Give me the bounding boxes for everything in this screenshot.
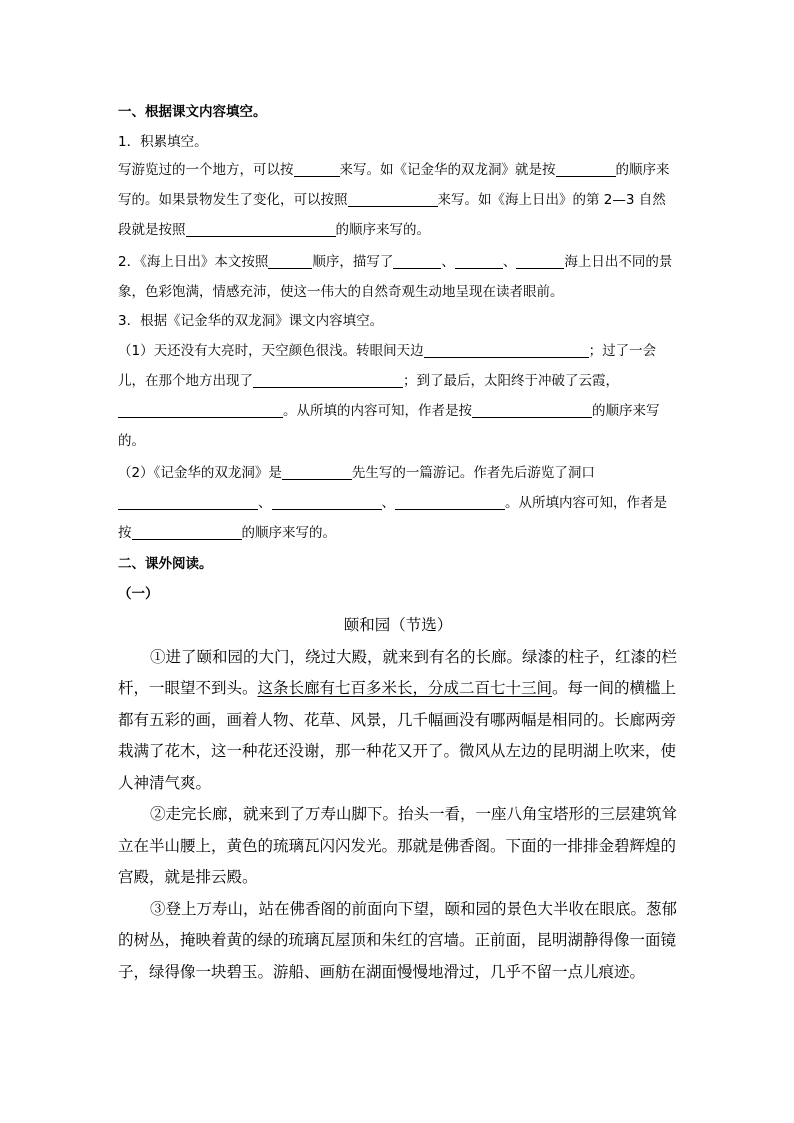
q3-2-blank-3[interactable] — [272, 494, 382, 510]
q3-1-blank-3[interactable] — [118, 402, 283, 418]
part-label: （一） — [118, 586, 159, 602]
q2-text — [118, 247, 678, 307]
q1-text-3: 的顺序来写的。如果景物发生了变化，可以按照 — [118, 162, 670, 208]
q3-label: 3．根据《记金华的双龙洞》课文内容填空。 — [118, 313, 384, 329]
q3-2-blank-4[interactable] — [395, 494, 505, 510]
q3-1-text-1: （1）天还没有大亮时，天空颜色很浅。转眼间天边 — [118, 343, 424, 359]
para1-underlined-sentence: 这条长廊有七百多米长，分成二百七十三间 — [257, 679, 553, 697]
q1-label: 1．积累填空。 — [118, 134, 208, 150]
q1-blank-3[interactable] — [348, 191, 438, 207]
q3-1-text-4: 。从所填的内容可知，作者是按 — [283, 403, 472, 419]
article-para-2: ②走完长廊，就来到了万寿山脚下。抬头一看，一座八角宝塔形的三层建筑耸立在半山腰上，黄色的琉璃瓦闪闪发光。那就是佛香阁。下面的一排排金碧辉煌的宫殿，就是排云殿。 — [118, 805, 678, 886]
q3-1-blank-1[interactable] — [424, 342, 589, 358]
q1-blank-4[interactable] — [186, 221, 336, 237]
q1-blank-1[interactable] — [294, 161, 340, 177]
q3-2-sep-1: 、 — [258, 495, 272, 511]
q3-1-text-3: ；到了最后，太阳终于冲破了云霞， — [403, 373, 619, 389]
q2-sep-1: 、 — [441, 254, 455, 270]
q3-part2 — [118, 458, 678, 548]
q3-1-blank-2[interactable] — [253, 372, 403, 388]
q3-2-text-2: 先生写的一篇游记。作者先后游览了洞口 — [351, 465, 595, 481]
q1-blank-2[interactable] — [556, 161, 616, 177]
q3-1-blank-4[interactable] — [472, 402, 592, 418]
q2-text-2: 顺序，描写了 — [312, 254, 394, 270]
q2-blank-4[interactable] — [516, 253, 564, 269]
q1-text-1: 写游览过的一个地方，可以按 — [118, 162, 294, 178]
section2-title: 二、课外阅读。 — [118, 556, 213, 572]
q3-2-text-3: 。从所填内容可知，作者是按 — [118, 495, 667, 541]
article-para-1 — [118, 642, 678, 800]
q3-part1 — [118, 336, 678, 456]
q3-1-text-2: ；过了一会儿，在那个地方出现了 — [118, 343, 657, 389]
q3-2-blank-1[interactable] — [282, 464, 352, 480]
q2-blank-1[interactable] — [268, 253, 312, 269]
q2-text-1: 2．《海上日出》本文按照 — [118, 254, 269, 270]
q2-blank-2[interactable] — [393, 253, 441, 269]
para1-text-b: 。每一间的横槛上都有五彩的画，画着人物、花草、风景，几千幅画没有哪两幅是相同的。长廊两旁栽满了花木，这一种花还没谢，那一种花又开了。微风从左边的昆明湖上吹来，使人神清气爽。 — [118, 679, 677, 792]
para1-text-a: ①进了颐和园的大门，绕过大殿，就来到有名的长廊。绿漆的柱子，红漆的栏杆，一眼望不到头。 — [118, 647, 678, 697]
q3-2-blank-2[interactable] — [118, 494, 258, 510]
q3-1-text-5: 的顺序来写的。 — [118, 403, 660, 449]
q1-text-2: 来写。如《记金华的双龙洞》就是按 — [339, 162, 556, 178]
worksheet-page — [118, 96, 678, 988]
q2-blank-3[interactable] — [455, 253, 503, 269]
q2-text-3: 海上日出不同的景象，色彩饱满，情感充沛，使这一伟大的自然奇观生动地呈现在读者眼前。 — [118, 254, 673, 300]
q3-2-text-4: 的顺序来写的。 — [241, 525, 336, 541]
article-para-3: ③登上万寿山，站在佛香阁的前面向下望，颐和园的景色大半收在眼底。葱郁的树丛，掩映着黄的绿的琉璃瓦屋顶和朱红的宫墙。正前面，昆明湖静得像一面镜子，绿得像一块碧玉。游船、画舫在湖面慢慢地滑过，几乎不留一点儿痕迹。 — [118, 899, 678, 981]
q3-2-sep-2: 、 — [381, 495, 395, 511]
q2-sep-2: 、 — [502, 254, 517, 270]
q3-2-blank-5[interactable] — [132, 524, 242, 540]
q1-text — [118, 155, 678, 245]
q3-2-text-1: （2）《记金华的双龙洞》是 — [118, 465, 282, 481]
article-title: 颐和园（节选） — [343, 616, 453, 634]
section1-title: 一、根据课文内容填空。 — [118, 104, 267, 120]
q1-text-5: 的顺序来写的。 — [335, 222, 430, 238]
q1-text-4: 来写。如《海上日出》的第 2—3 自然段就是按照 — [118, 192, 666, 238]
